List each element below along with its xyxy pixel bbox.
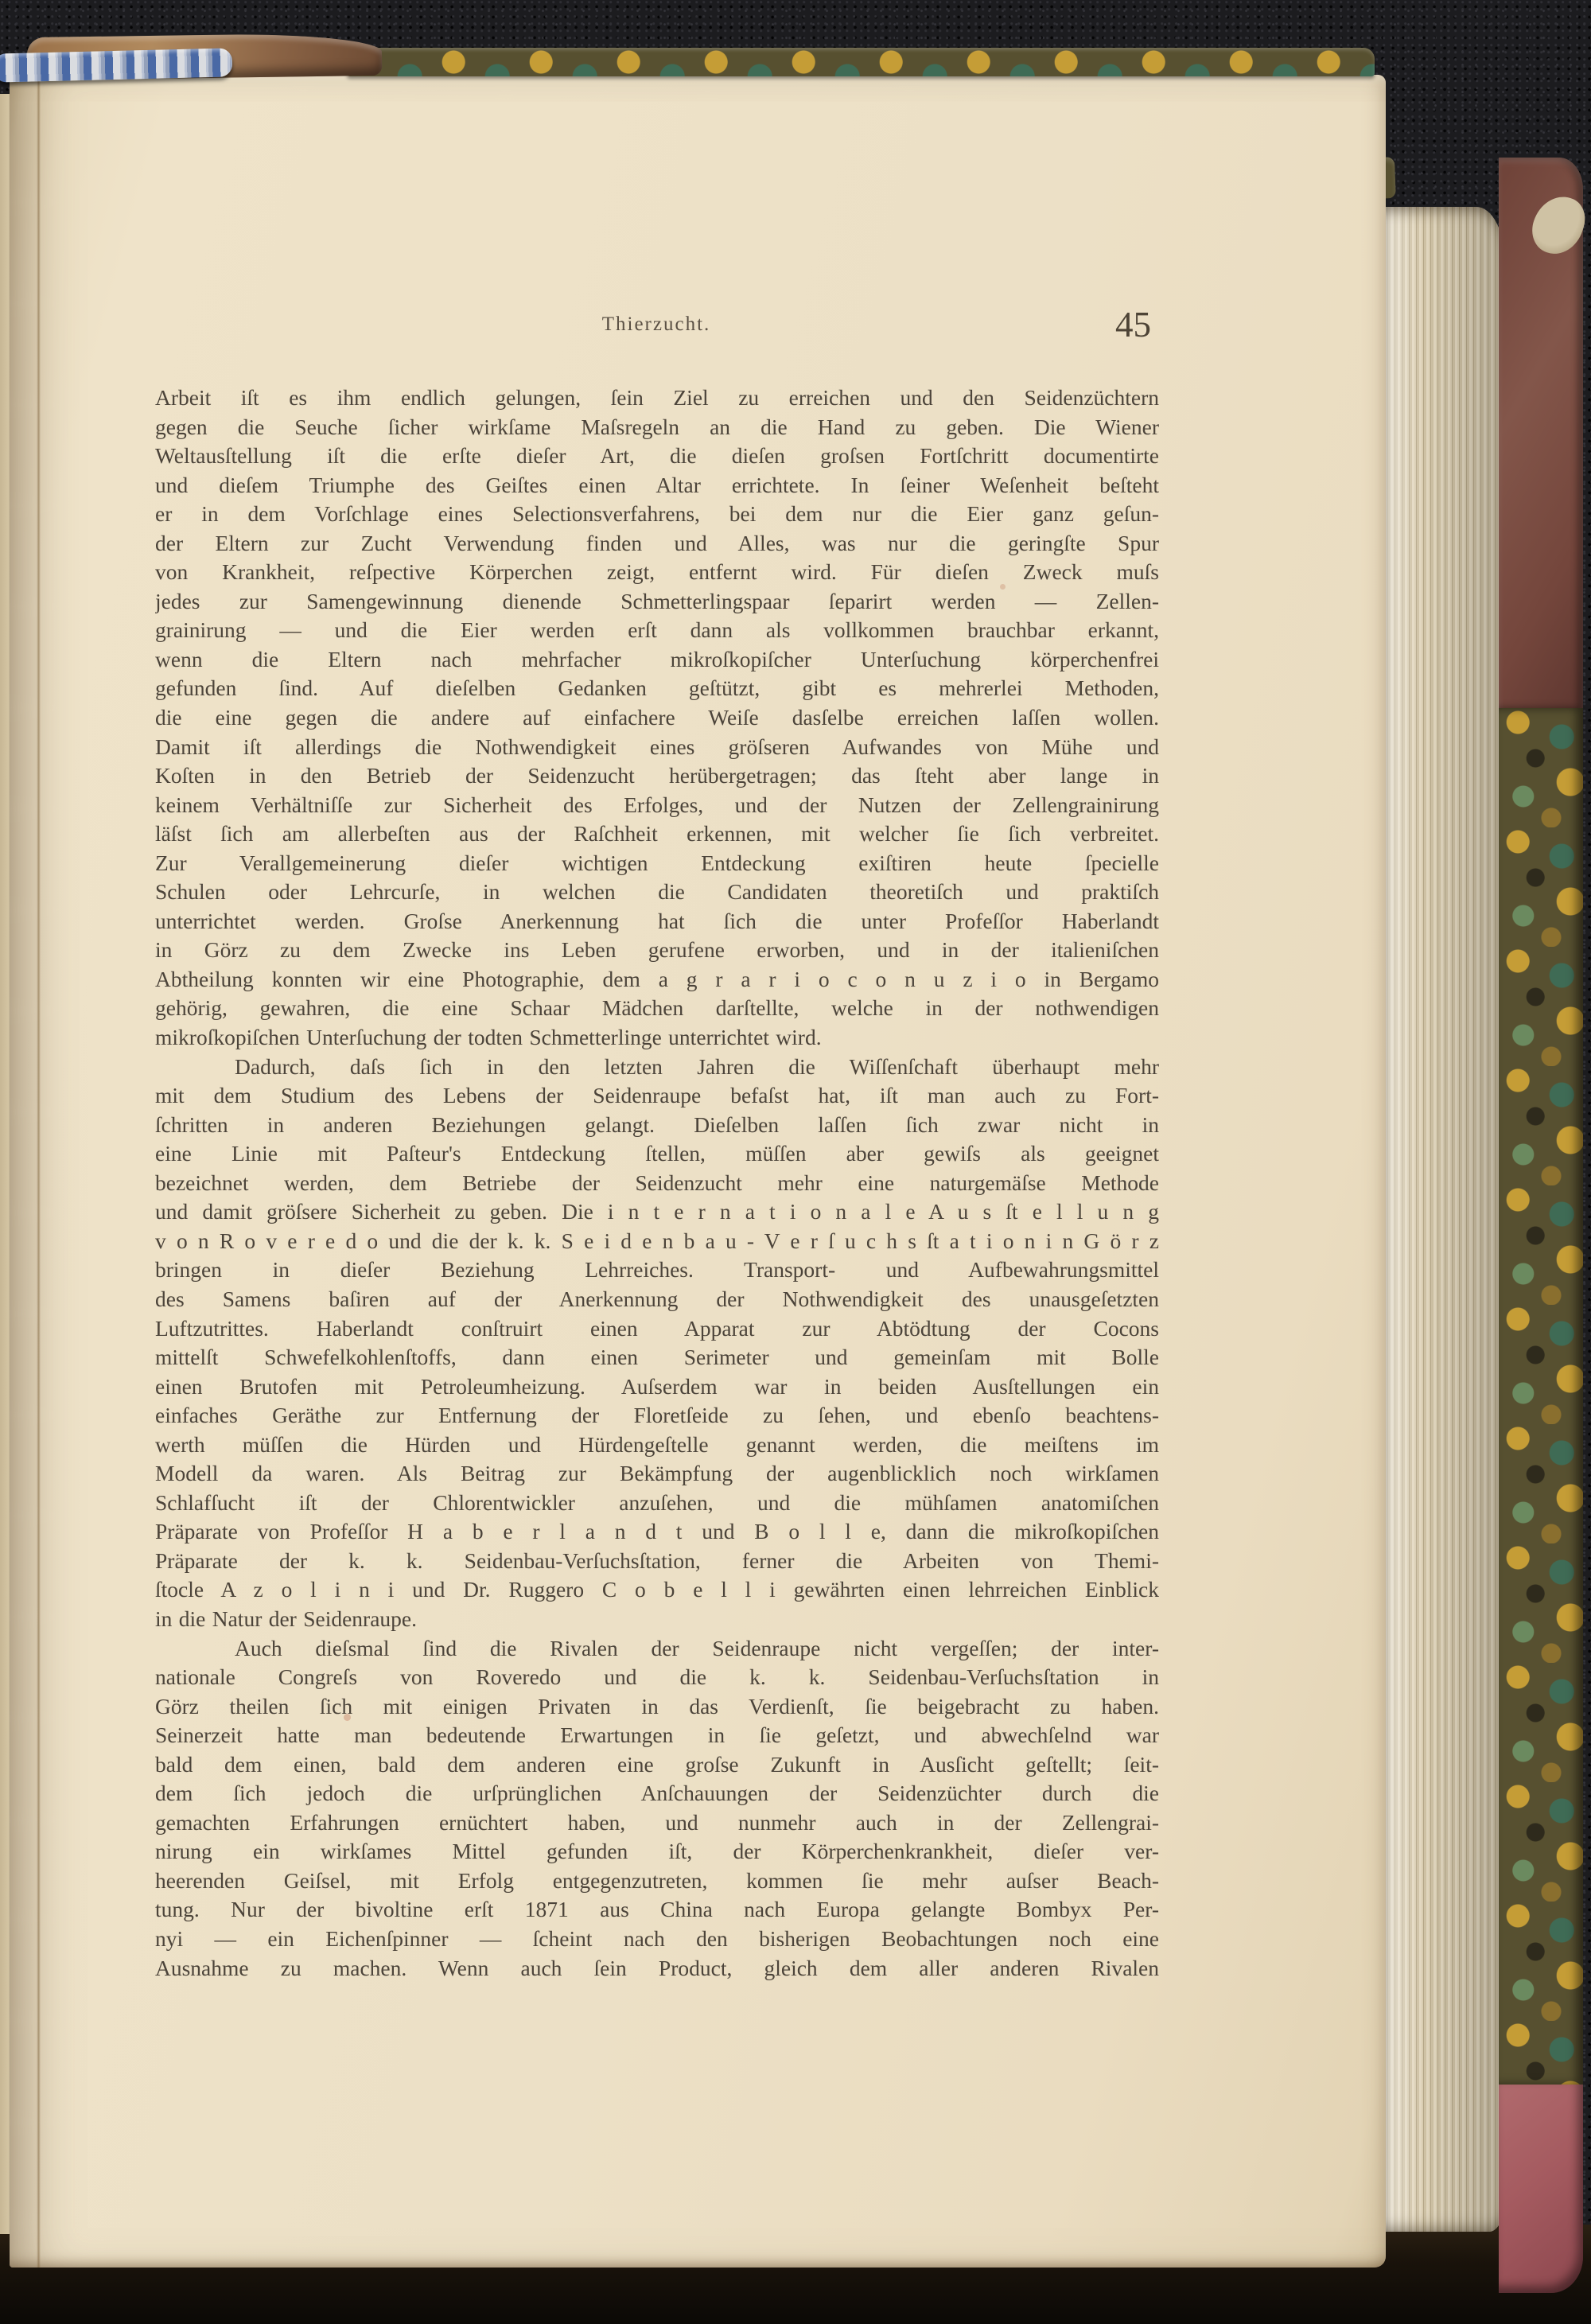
text-line: Seinerzeit hatte man bedeutende Erwartungen in ſie geſetzt, und abwechſelnd war: [155, 1723, 1159, 1748]
text-line: mit dem Studium des Lebens der Seidenraupe befaſst hat, iſt man auch zu Fort-: [155, 1083, 1159, 1108]
text-line: gehörig, gewahren, die eine Schaar Mädchen darſtellte, welche in der nothwendigen: [155, 995, 1159, 1021]
text-line: die eine gegen die andere auf einfachere Weiſe dasſelbe erreichen laſſen wollen.: [155, 705, 1159, 730]
text-line: ſchritten in anderen Beziehungen gelangt. Dieſelben laſſen ſich zwar nicht in: [155, 1111, 1159, 1137]
headband: [0, 48, 232, 82]
text-line: des Samens baſiren auf der Anerkennung der Nothwendigkeit des unausgeſetzten: [155, 1286, 1159, 1311]
paragraph: [155, 1053, 1159, 1634]
text-line: wenn die Eltern nach mehrfacher mikroſkopiſcher Unterſuchung körperchenfrei: [155, 646, 1159, 672]
text-line: bringen in dieſer Beziehung Lehrreiches. Transport- und Aufbewahrungsmittel: [155, 1257, 1159, 1283]
text-line: läſst ſich am allerbeſten aus der Raſchheit erkennen, mit welcher ſie ſich verbreitet.: [155, 821, 1159, 847]
text-line: tung. Nur der bivoltine erſt 1871 aus China nach Europa gelangte Bombyx Per-: [155, 1897, 1159, 1922]
text-line: Ausnahme zu machen. Wenn auch ſein Product, gleich dem aller anderen Rivalen: [155, 1955, 1159, 1980]
text-line: Luftzutrittes. Haberlandt conſtruirt einen Apparat zur Abtödtung der Cocons: [155, 1315, 1159, 1341]
text-line: dem ſich jedoch die urſprünglichen Anſchauungen der Seidenzüchter durch die: [155, 1781, 1159, 1806]
text-line: Abtheilung konnten wir eine Photographie, dem a g r a r i o c o n u z i o in Bergamo: [155, 966, 1159, 991]
text-line: Arbeit iſt es ihm endlich gelungen, ſein Ziel zu erreichen und den Seidenzüchtern: [155, 385, 1159, 410]
paragraph: [155, 383, 1159, 1053]
text-line: Koſten in den Betrieb der Seidenzucht herübergetragen; das ſteht aber lange in: [155, 763, 1159, 788]
text-line: mittelſt Schwefelkohlenſtoffs, dann einen Serimeter und gemeinſam mit Bolle: [155, 1345, 1159, 1370]
text-line: gemachten Erfahrungen ernüchtert haben, und nunmehr auch in der Zellengrai-: [155, 1809, 1159, 1835]
text-line: nyi — ein Eichenſpinner — ſcheint nach den bisherigen Beobachtungen noch eine: [155, 1925, 1159, 1951]
paragraph: [155, 1634, 1159, 1983]
text-line: werth müſſen die Hürden und Hürdengeſtelle genannt werden, die meiſtens im: [155, 1431, 1159, 1457]
cover-marbled-paper: [1499, 708, 1583, 2085]
gutter-crease: [37, 75, 41, 2268]
text-line: jedes zur Samengewinnung dienende Schmetterlingspaar ſeparirt werden — Zellen-: [155, 588, 1159, 613]
text-line: Zur Verallgemeinerung dieſer wichtigen Entdeckung exiſtiren heute ſpecielle: [155, 850, 1159, 875]
text-line: unterrichtet werden. Groſse Anerkennung hat ſich die unter Profeſſor Haberlandt: [155, 908, 1159, 933]
cover-top-edge-marble-strip: [347, 48, 1375, 76]
text-line: mikroſkopiſchen Unterſuchung der todten Schmetterlinge unterrichtet wird.: [155, 1025, 822, 1050]
text-body: [155, 383, 1159, 1983]
text-line: und damit gröſsere Sicherheit zu geben. Die i n t e r n a t i o n a l e A u s ſt e l l u n g: [155, 1199, 1159, 1224]
page-number: 45: [1115, 305, 1151, 345]
text-line: Präparate der k. k. Seidenbau-Verſuchsſtation, ferner die Arbeiten von Themi-: [155, 1547, 1159, 1573]
book-cover-right-band: [1499, 158, 1583, 2293]
text-line: heerenden Geiſsel, mit Erfolg entgegenzutreten, kommen ſie mehr auſser Beach-: [155, 1867, 1159, 1893]
text-line: Schlafſucht iſt der Chlorentwickler anzuſehen, und die mühſamen anatomiſchen: [155, 1489, 1159, 1515]
text-line: in Görz zu dem Zwecke ins Leben gerufene erworben, und in der italieniſchen: [155, 937, 1159, 963]
text-line: Görz theilen ſich mit einigen Privaten in das Verdienſt, ſie beigebracht zu haben.: [155, 1693, 1159, 1719]
cover-pink-leather-corner: [1499, 2085, 1583, 2293]
text-line: bezeichnet werden, dem Betriebe der Seidenzucht mehr eine naturgemäſse Methode: [155, 1170, 1159, 1195]
text-line: bald dem einen, bald dem anderen eine groſse Zukunft in Ausſicht geſtellt; ſeit-: [155, 1751, 1159, 1777]
text-line: nationale Congreſs von Roveredo und die k. k. Seidenbau-Verſuchsſtation in: [155, 1664, 1159, 1690]
text-line: nirung ein wirkſames Mittel gefunden iſt, der Körperchenkrankheit, dieſer ver-: [155, 1839, 1159, 1864]
text-line: gegen die Seuche ſicher wirkſame Maſsregeln an die Hand zu geben. Die Wiener: [155, 414, 1159, 439]
text-line: in die Natur der Seidenraupe.: [155, 1606, 418, 1631]
text-line: einfaches Geräthe zur Entfernung der Floretſeide zu ſehen, und ebenſo beachtens-: [155, 1403, 1159, 1428]
text-line: Präparate von Profeſſor H a b e r l a n d t und B o l l e, dann die mikroſkopiſchen: [155, 1519, 1159, 1544]
text-line: eine Linie mit Paſteur's Entdeckung ſtellen, müſſen aber gewiſs als geeignet: [155, 1141, 1159, 1166]
text-line: keinem Verhältniſſe zur Sicherheit des Erfolges, und der Nutzen der Zellengrainirung: [155, 792, 1159, 817]
text-line: der Eltern zur Zucht Verwendung finden und Alles, was nur die geringſte Spur: [155, 530, 1159, 555]
text-line: Damit iſt allerdings die Nothwendigkeit eines gröſseren Aufwandes von Mühe und: [155, 734, 1159, 759]
text-line: er in dem Vorſchlage eines Selectionsverfahrens, bei dem nur die Eier ganz geſun-: [155, 501, 1159, 527]
text-line: grainirung — und die Eier werden erſt dann als vollkommen brauchbar erkannt,: [155, 617, 1159, 643]
text-line: ſtocle A z o l i n i und Dr. Ruggero C o b e l l i gewährten einen lehrreichen Einblick: [155, 1577, 1159, 1602]
text-line: Weltausſtellung iſt die erſte dieſer Art, die dieſen groſsen Fortſchritt documentirte: [155, 443, 1159, 469]
text-line: gefunden ſind. Auf dieſelben Gedanken geſtützt, gibt es mehrerlei Methoden,: [155, 675, 1159, 701]
text-line: und dieſem Triumphe des Geiſtes einen Altar errichtete. In ſeiner Weſenheit beſteht: [155, 472, 1159, 497]
text-line: einen Brutofen mit Petroleumheizung. Auſserdem war in beiden Ausſtellungen ein: [155, 1373, 1159, 1399]
running-title: Thierzucht.: [601, 313, 711, 335]
page-fore-edge-stack: [1386, 207, 1505, 2232]
text-line: Auch dieſsmal ſind die Rivalen der Seidenraupe nicht vergeſſen; der inter-: [235, 1635, 1159, 1660]
text-line: Schulen oder Lehrcurſe, in welchen die Candidaten theoretiſch und praktiſch: [155, 879, 1159, 905]
text-line: von Krankheit, reſpective Körperchen zeigt, entfernt wird. Für dieſen Zweck muſs: [155, 559, 1159, 585]
book-page: [10, 75, 1386, 2268]
text-line: Modell da waren. Als Beitrag zur Bekämpfung der augenblicklich noch wirkſamen: [155, 1461, 1159, 1486]
text-line: v o n R o v e r e d o und die der k. k. S e i d e n b a u - V e r ſ u c h s ſt a t i o n i n G ö r z: [155, 1228, 1159, 1253]
text-line: Dadurch, daſs ſich in den letzten Jahren die Wiſſenſchaft überhaupt mehr: [235, 1053, 1159, 1079]
